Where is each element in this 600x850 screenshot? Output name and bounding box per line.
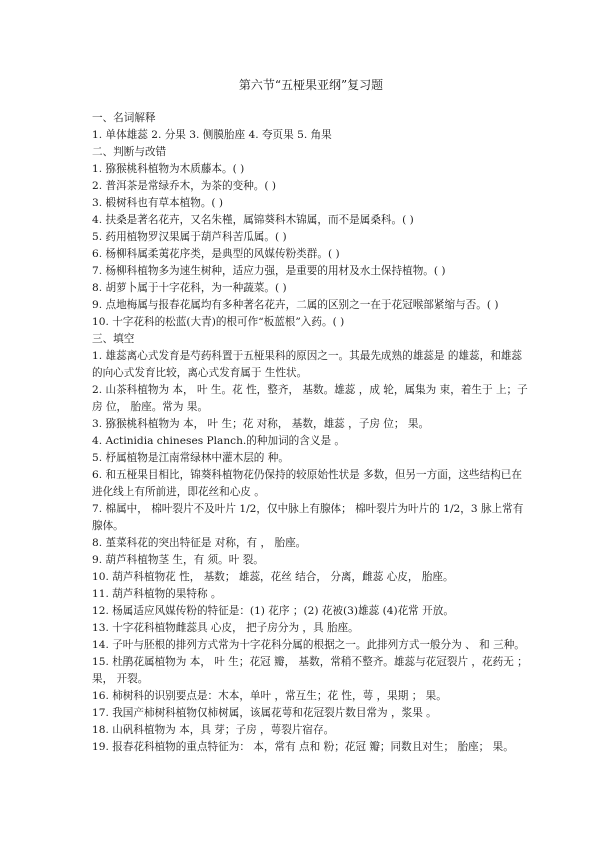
question-line: 1. 雄蕊离心式发育是芍药科置于五桠果科的原因之一。其最先成熟的雄蕊是 的雄蕊，和雄蕊的向心式发育比较，离心式发育属于 生性状。 <box>92 350 522 379</box>
question-line: 8. 堇菜科花的突出特征是 对称，有 ， 胎座。 <box>92 537 307 549</box>
question-line: 7. 棉属中， 棉叶裂片不及叶片 1/2，仅中脉上有腺体； 棉叶裂片为叶片的 1/2，3 脉上常有腺体。 <box>92 503 524 532</box>
question-line: 2. 山茶科植物为 本， 叶 生。花 性，整齐， 基数。雄蕊 ，成 轮，属集为 束，着生于 上；子房 位， 胎座。常为 果。 <box>92 384 528 413</box>
question-line: 5. 杼属植物是江南常绿林中灌木层的 种。 <box>92 452 289 464</box>
section-terms <box>92 110 530 144</box>
section-heading: 一、名词解释 <box>92 112 156 124</box>
question-line: 12. 杨属适应风媒传粉的特征是：(1) 花序 ；(2) 花被(3)雄蕊 (4)花常 开放。 <box>92 605 454 617</box>
question-line: 15. 杜鹃花属植物为 本， 叶 生；花冠 瓣， 基数，常稍不整齐。雄蕊与花冠裂片 ，花药无 ； 果， 开裂。 <box>92 656 528 685</box>
question-line: 1. 单体雄蕊 2. 分果 3. 侧膜胎座 4. 夸页果 5. 角果 <box>92 129 332 141</box>
question-line: 13. 十字花科植物雌蕊具 心皮， 把子房分为 ，具 胎座。 <box>92 622 359 634</box>
section-heading: 三、填空 <box>92 333 135 345</box>
question-line: 6. 和五桠果目相比，锦葵科植物花仍保持的较原始性状是 多数，但另一方面，这些结构已在进化线上有所前进，即花丝和心皮 。 <box>92 469 522 498</box>
question-line: 4. 扶桑是著名花卉，又名朱槿，属锦葵科木锦属，而不是属桑科。( ) <box>92 214 414 226</box>
question-line: 8. 胡萝卜属于十字花科，为一种蔬菜。( ) <box>92 282 287 294</box>
page-title: 第六节“五桠果亚纲”复习题 <box>238 78 384 92</box>
question-line: 14. 子叶与胚根的排列方式常为十字花科分属的根据之一。此排列方式一般分为 、 和 三种。 <box>92 639 525 651</box>
section-heading: 二、判断与改错 <box>92 146 167 158</box>
question-line: 16. 柿树科的识别要点是：木本，单叶 ，常互生；花 性，萼 ，果期 ； 果。 <box>92 690 447 702</box>
question-line: 4. Actinidia chineses Planch.的种加词的含义是 。 <box>92 435 346 447</box>
question-line: 7. 杨柳科植物多为速生树种，适应力强，是重要的用材及水土保持植物。( ) <box>92 265 446 277</box>
question-line: 9. 点地梅属与报春花属均有多种著名花卉，二属的区别之一在于花冠喉部紧缩与否。( ) <box>92 299 499 311</box>
question-line: 9. 葫芦科植物茎 生，有 须。叶 裂。 <box>92 554 264 566</box>
question-line: 3. 猕猴桃科植物为 本， 叶 生；花 对称， 基数，雄蕊 ，子房 位； 果。 <box>92 418 430 430</box>
question-line: 10. 十字花科的松蓝(大青)的根可作“板蓝根”入药。( ) <box>92 316 345 328</box>
question-line: 6. 杨柳科属柔荑花序类，是典型的风媒传粉类群。( ) <box>92 248 340 260</box>
question-line: 3. 椴树科也有草本植物。( ) <box>92 197 224 209</box>
question-line: 10. 葫芦科植物花 性， 基数； 雄蕊，花丝 结合， 分离，雌蕊 心皮， 胎座。 <box>92 571 454 583</box>
question-line: 18. 山矾科植物为 本，具 芽；子房 ，萼裂片宿存。 <box>92 724 335 736</box>
question-line: 1. 猕猴桃科植物为木质藤本。( ) <box>92 163 245 175</box>
question-line: 11. 葫芦科植物的果特称 。 <box>92 588 222 600</box>
section-fill-blank <box>92 331 530 756</box>
question-line: 5. 药用植物罗汉果属于葫芦科苦瓜属。( ) <box>92 231 287 243</box>
question-line: 17. 我国产柿树科植物仅柿树属，该属花萼和花冠裂片数目常为 ，浆果 。 <box>92 707 437 719</box>
question-line: 19. 报春花科植物的重点特征为： 本，常有 点和 粉；花冠 瓣；同数且对生； 胎座； 果。 <box>92 741 514 753</box>
section-true-false <box>92 144 530 331</box>
question-line: 2. 普洱茶是常绿乔木，为茶的变种。( ) <box>92 180 277 192</box>
